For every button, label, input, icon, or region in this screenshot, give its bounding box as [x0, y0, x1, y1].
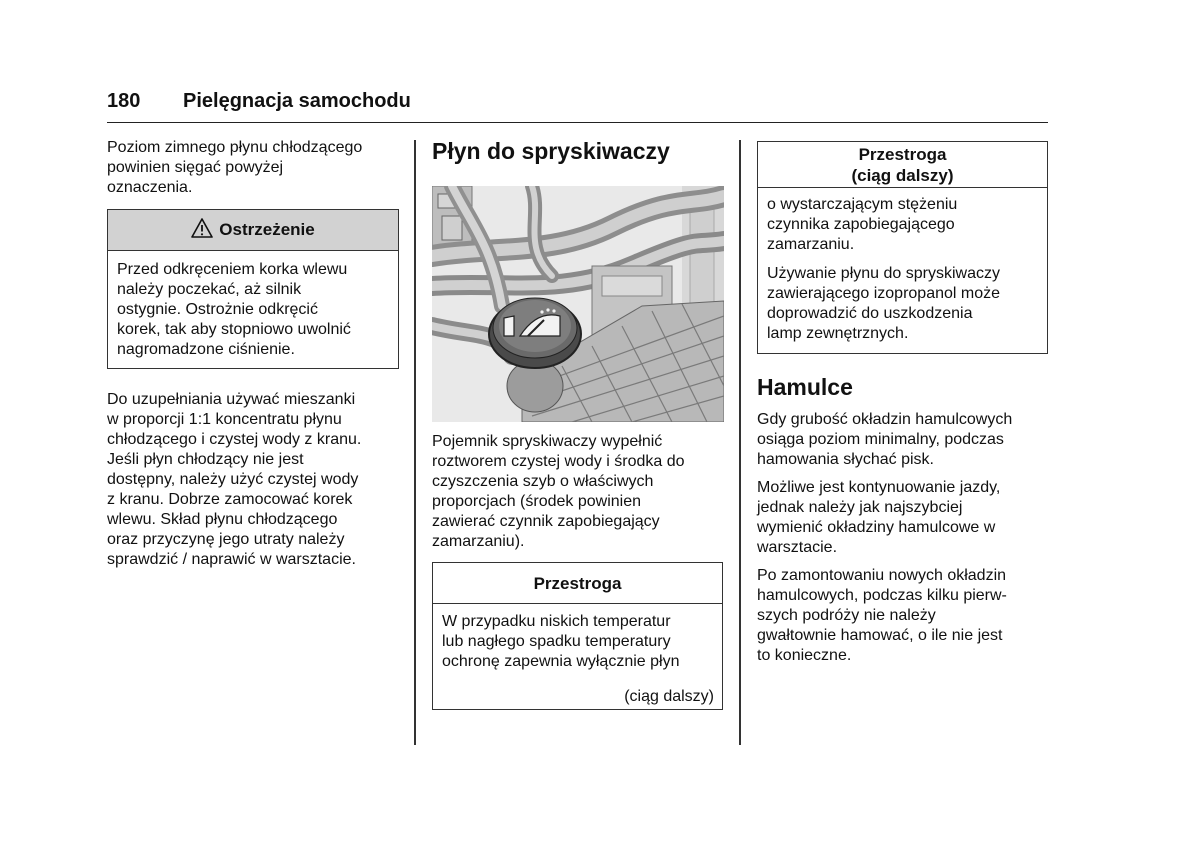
caution-header: Przestroga: [433, 563, 722, 604]
caution-box: [432, 562, 723, 710]
column-divider-2: [739, 140, 741, 745]
text-line: hamowania słychać pisk.: [757, 451, 934, 468]
warning-triangle-icon: [191, 218, 213, 238]
washer-fluid-icon: [489, 298, 581, 368]
text-line: Po zamontowaniu nowych okładzin: [757, 567, 1007, 584]
text-line: Pojemnik spryskiwaczy wypełnić: [432, 433, 663, 450]
warning-box: [107, 209, 399, 369]
text-line: Poziom zimnego płynu chłodzącego: [107, 139, 363, 156]
text-line: Możliwe jest kontynuowanie jazdy,: [757, 479, 1001, 496]
coolant-mix-paragraph: [107, 390, 402, 570]
caution-continued-title: (ciąg dalszy): [851, 166, 954, 185]
text-line: sprawdzić / naprawić w warsztacie.: [107, 551, 356, 568]
right-body: [757, 410, 1057, 666]
text-line: ochronę zapewnia wyłącznie płyn: [442, 653, 680, 670]
text-line: wlewu. Skład płynu chłodzącego: [107, 511, 338, 528]
left-column: [107, 138, 402, 198]
warning-body: [108, 251, 398, 360]
text-line: oraz przyczynę jego utraty należy: [107, 531, 345, 548]
text-line: proporcjach (środek powinien: [432, 493, 641, 510]
washer-fluid-heading: Płyn do spryskiwaczy: [432, 138, 670, 164]
text-line: korek, tak aby stopniowo uwolnić: [117, 321, 351, 338]
brakes-heading: Hamulce: [757, 374, 853, 400]
section-title: Pielęgnacja samochodu: [183, 90, 411, 112]
engine-bay-photo: [432, 186, 724, 422]
text-line: doprowadzić do uszkodzenia: [767, 305, 973, 322]
text-line: w proporcji 1:1 koncentratu płynu: [107, 411, 342, 428]
text-line: Jeśli płyn chłodzący nie jest: [107, 451, 304, 468]
text-line: W przypadku niskich temperatur: [442, 613, 671, 630]
text-line: osiąga poziom minimalny, podczas: [757, 431, 1004, 448]
caution-body: [433, 604, 722, 672]
caution-continued-header: [758, 142, 1047, 188]
text-line: Gdy grubość okładzin hamulcowych: [757, 411, 1013, 428]
left-body: [107, 390, 402, 570]
text-line: jednak należy jak najszybciej: [757, 499, 963, 516]
text-line: chłodzącego i czystej wody z kranu.: [107, 431, 362, 448]
text-line: lub nagłego spadku temperatury: [442, 633, 671, 650]
caution-continued-box: [757, 141, 1048, 354]
text-line: nagromadzone ciśnienie.: [117, 341, 295, 358]
text-line: czyszczenia szyb o właściwych: [432, 473, 654, 490]
continued-label: (ciąg dalszy): [624, 688, 714, 705]
text-line: wymienić okładziny hamulcowe w: [757, 519, 996, 536]
text-line: z kranu. Dobrze zamocować korek: [107, 491, 353, 508]
text-line: roztworem czystej wody i środka do: [432, 453, 685, 470]
text-line: zawierać czynnik zapobiegający: [432, 513, 660, 530]
page-number: 180: [107, 90, 141, 112]
text-line: to konieczne.: [757, 647, 852, 664]
column-divider-1: [414, 140, 416, 745]
text-line: zamarzaniu.: [767, 236, 855, 253]
text-line: lamp zewnętrznych.: [767, 325, 909, 342]
brake-wear-paragraph: [757, 410, 1057, 470]
text-line: czynnika zapobiegającego: [767, 216, 955, 233]
middle-body: [432, 432, 732, 552]
caution-continued-body: [758, 188, 1047, 344]
brake-new-pads-paragraph: [757, 566, 1057, 666]
text-line: warsztacie.: [757, 539, 838, 556]
warning-header: [108, 210, 398, 251]
text-line: oznaczenia.: [107, 179, 193, 196]
text-line: zawierającego izopropanol może: [767, 285, 1001, 302]
text-line: powinien sięgać powyżej: [107, 159, 284, 176]
text-line: o wystarczającym stężeniu: [767, 196, 958, 213]
page-header: [107, 88, 1048, 123]
text-line: ostygnie. Ostrożnie odkręcić: [117, 301, 318, 318]
text-line: Przed odkręceniem korka wlewu: [117, 261, 348, 278]
text-line: zamarzaniu).: [432, 533, 525, 550]
coolant-level-paragraph: [107, 138, 402, 198]
text-line: szych podróży nie należy: [757, 607, 936, 624]
brake-continue-paragraph: [757, 478, 1057, 558]
text-line: należy poczekać, aż silnik: [117, 281, 302, 298]
text-line: gwałtownie hamować, o ile nie jest: [757, 627, 1003, 644]
warning-title: Ostrzeżenie: [219, 220, 315, 239]
text-line: Do uzupełniania używać mieszanki: [107, 391, 356, 408]
text-line: Używanie płynu do spryskiwaczy: [767, 265, 1000, 282]
washer-fill-paragraph: [432, 432, 732, 552]
text-line: hamulcowych, podczas kilku pierw-: [757, 587, 1007, 604]
caution-title: Przestroga: [858, 145, 947, 164]
text-line: dostępny, należy użyć czystej wody: [107, 471, 359, 488]
